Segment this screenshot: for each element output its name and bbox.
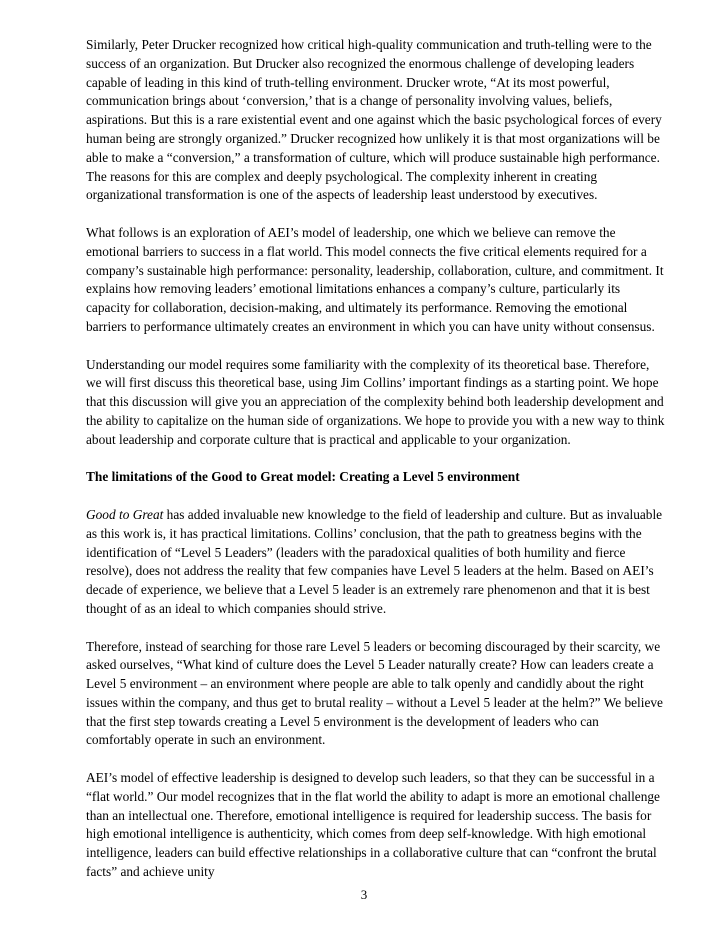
paragraph-theoretical-base: Understanding our model requires some familiarity with the complexity of its theoretical base. Therefore, we will first discuss this theoretical base, using Jim Collins’ important findings as a starting point. We hope that this discussion will give you an appreciation of the complexity behind both leadership development and the ability to capitalize on the human side of organizations. We hope to provide you with a new way to think about leadership and corporate culture that is practical and applicable to your organization. (86, 356, 665, 447)
section-heading: The limitations of the Good to Great model: Creating a Level 5 environment (86, 469, 520, 485)
body-text (86, 36, 666, 901)
paragraph-effective-leadership: AEI’s model of effective leadership is designed to develop such leaders, so that they can be successful in a “flat world.” Our model recognizes that in the flat world the ability to adapt is more an emotional challenge than an intellectual one. Therefore, emotional intelligence is required for leadership success. The basis for high emotional intelligence is authenticity, which comes from deep self-knowledge. With high emotional intelligence, leaders can build effective relationships in a collaborative culture that can “confront the brutal facts” and achieve unity (86, 770, 660, 880)
paragraph-good-to-great-text: has added invaluable new knowledge to the field of leadership and culture. But as invaluable as this work is, it has practical limitations. Collins’ conclusion, that the path to greatness begins with the identification of “Level 5 Leaders” (leaders with the paradoxical qualities of both humility and fierce resolve), does not address the reality that few companies have Level 5 leaders at the helm. Based on AEI’s decade of experience, we believe that a Level 5 leader is an extremely rare phenomenon and that it is best thought of as an ideal to which companies should strive. (86, 506, 663, 616)
paragraph-level5-environment: Therefore, instead of searching for those rare Level 5 leaders or becoming discouraged by their scarcity, we asked ourselves, “What kind of culture does the Level 5 Leader naturally create? How can leaders create a Level 5 environment – an environment where people are able to talk openly and candidly about the right issues within the company, and thus get to brutal reality – without a Level 5 leader at the helm?” We believe that the first step towards creating a Level 5 environment is the development of leaders who can comfortably operate in such an environment. (86, 638, 663, 748)
book-title: Good to Great (86, 506, 164, 522)
paragraph-good-to-great (86, 506, 666, 619)
paragraph-aei-model: What follows is an exploration of AEI’s model of leadership, one which we believe can remove the emotional barriers to success in a flat world. This model connects the five critical elements required for a company’s sustainable high performance: personality, leadership, collaboration, culture, and commitment. It explains how removing leaders’ emotional limitations enhances a company’s culture, particularly its capacity for collaboration, decision-making, and ultimately its performance. Removing the emotional barriers to performance ultimately creates an environment in which you can have unity without consensus. (86, 224, 664, 334)
paragraph-drucker: Similarly, Peter Drucker recognized how critical high-quality communication and truth-telling were to the success of an organization. But Drucker also recognized the enormous challenge of developing leaders capable of leading in this kind of truth-telling environment. Drucker wrote, “At its most powerful, communication brings about ‘conversion,’ that is a change of personality involving values, beliefs, aspirations. But this is a rare existential event and one against which the basic psychological forces of every human being are strongly organized.” Drucker recognized how unlikely it is that most organizations will be able to make a “conversion,” a transformation of culture, which will produce sustainable high performance. The reasons for this are complex and deeply psychological. The complexity inherent in creating organizational transformation is one of the aspects of leadership least understood by executives. (86, 37, 662, 203)
page-number: 3 (360, 887, 368, 902)
